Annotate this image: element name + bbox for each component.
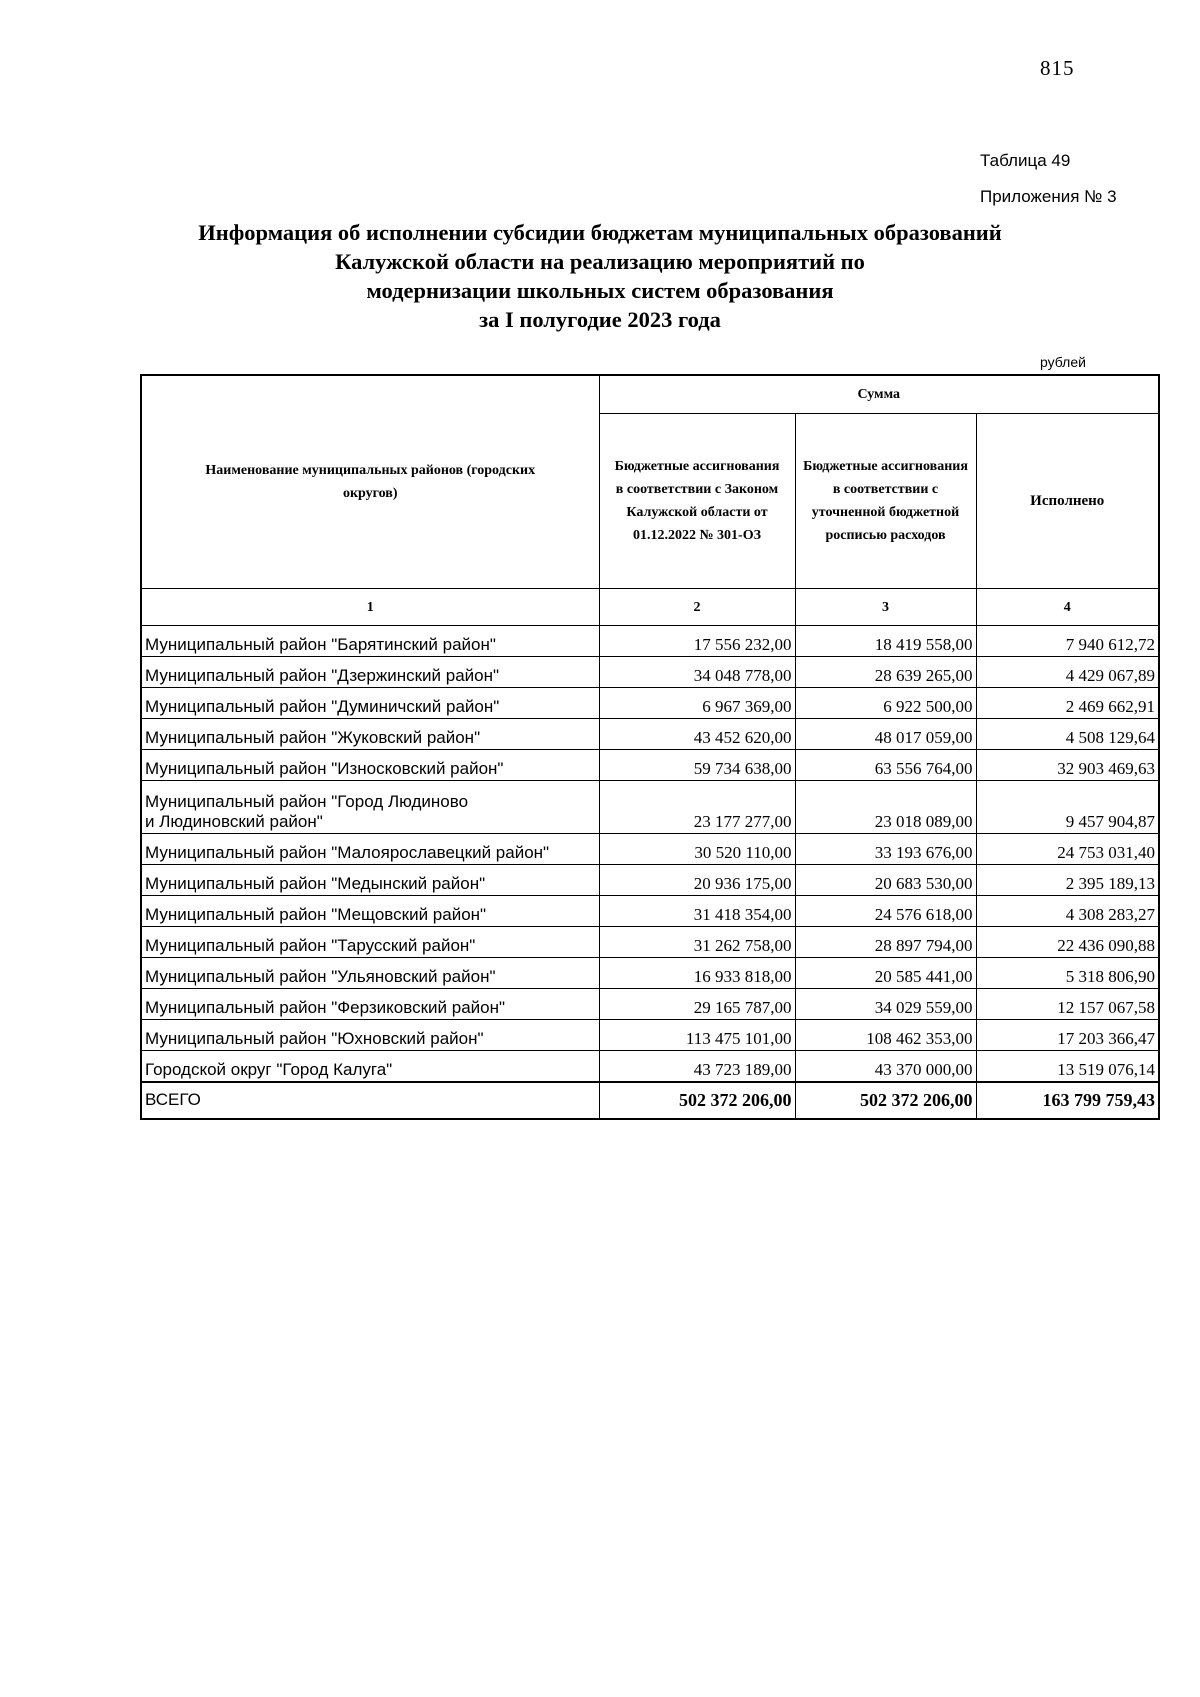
column-number-1: 1 <box>141 589 599 626</box>
adjusted-allocation-value: 18 419 558,00 <box>795 626 976 657</box>
table-row <box>141 688 1159 719</box>
municipality-name: Муниципальный район "Малоярославецкий район" <box>141 834 599 865</box>
law-allocation-value: 16 933 818,00 <box>599 958 795 989</box>
law-allocation-value: 6 967 369,00 <box>599 688 795 719</box>
executed-value: 24 753 031,40 <box>976 834 1159 865</box>
table-row <box>141 896 1159 927</box>
table-row <box>141 657 1159 688</box>
header-executed: Исполнено <box>976 414 1159 589</box>
total-law-allocation: 502 372 206,00 <box>599 1082 795 1119</box>
table-row <box>141 958 1159 989</box>
executed-value: 4 508 129,64 <box>976 719 1159 750</box>
total-label: ВСЕГО <box>141 1082 599 1119</box>
adjusted-allocation-value: 23 018 089,00 <box>795 781 976 834</box>
municipality-name: Муниципальный район "Мещовский район" <box>141 896 599 927</box>
law-allocation-value: 30 520 110,00 <box>599 834 795 865</box>
municipality-name: Городской округ "Город Калуга" <box>141 1051 599 1083</box>
page-number: 815 <box>1040 56 1075 80</box>
title-line-4: за I полугодие 2023 года <box>479 307 721 332</box>
executed-value: 4 429 067,89 <box>976 657 1159 688</box>
executed-value: 7 940 612,72 <box>976 626 1159 657</box>
header-adjusted-allocations: Бюджетные ассигнования в соответствии с уточненной бюджетной росписью расходов <box>795 414 976 589</box>
law-allocation-value: 17 556 232,00 <box>599 626 795 657</box>
municipality-name: Муниципальный район "Ферзиковский район" <box>141 989 599 1020</box>
title-line-1: Информация об исполнении субсидии бюджетам муниципальных образований <box>198 220 1002 245</box>
executed-value: 2 469 662,91 <box>976 688 1159 719</box>
column-number-4: 4 <box>976 589 1159 626</box>
adjusted-allocation-value: 28 639 265,00 <box>795 657 976 688</box>
header-sum: Сумма <box>599 375 1159 414</box>
column-number-3: 3 <box>795 589 976 626</box>
adjusted-allocation-value: 48 017 059,00 <box>795 719 976 750</box>
municipality-name: Муниципальный район "Думиничский район" <box>141 688 599 719</box>
municipality-name: Муниципальный район "Тарусский район" <box>141 927 599 958</box>
table-row <box>141 1051 1159 1083</box>
municipality-name: Муниципальный район "Дзержинский район" <box>141 657 599 688</box>
municipality-name: Муниципальный район "Жуковский район" <box>141 719 599 750</box>
executed-value: 17 203 366,47 <box>976 1020 1159 1051</box>
executed-value: 13 519 076,14 <box>976 1051 1159 1083</box>
law-allocation-value: 20 936 175,00 <box>599 865 795 896</box>
executed-value: 2 395 189,13 <box>976 865 1159 896</box>
subsidy-execution-table <box>140 374 1160 1120</box>
law-allocation-value: 113 475 101,00 <box>599 1020 795 1051</box>
adjusted-allocation-value: 108 462 353,00 <box>795 1020 976 1051</box>
executed-value: 5 318 806,90 <box>976 958 1159 989</box>
adjusted-allocation-value: 28 897 794,00 <box>795 927 976 958</box>
law-allocation-value: 43 723 189,00 <box>599 1051 795 1083</box>
executed-value: 32 903 469,63 <box>976 750 1159 781</box>
total-adjusted-allocation: 502 372 206,00 <box>795 1082 976 1119</box>
law-allocation-value: 34 048 778,00 <box>599 657 795 688</box>
law-allocation-value: 23 177 277,00 <box>599 781 795 834</box>
table-row <box>141 626 1159 657</box>
executed-value: 12 157 067,58 <box>976 989 1159 1020</box>
header-law-allocations: Бюджетные ассигнования в соответствии с Законом Калужской области от 01.12.2022 № 301-ОЗ <box>599 414 795 589</box>
adjusted-allocation-value: 24 576 618,00 <box>795 896 976 927</box>
municipality-name: Муниципальный район "Ульяновский район" <box>141 958 599 989</box>
table-row <box>141 750 1159 781</box>
law-allocation-value: 59 734 638,00 <box>599 750 795 781</box>
table-row <box>141 927 1159 958</box>
adjusted-allocation-value: 6 922 500,00 <box>795 688 976 719</box>
executed-value: 4 308 283,27 <box>976 896 1159 927</box>
executed-value: 22 436 090,88 <box>976 927 1159 958</box>
table-row <box>141 719 1159 750</box>
title-line-3: модернизации школьных систем образования <box>366 278 834 303</box>
total-executed: 163 799 759,43 <box>976 1082 1159 1119</box>
municipality-name: Муниципальный район "Юхновский район" <box>141 1020 599 1051</box>
adjusted-allocation-value: 20 683 530,00 <box>795 865 976 896</box>
municipality-name: Муниципальный район "Барятинский район" <box>141 626 599 657</box>
adjusted-allocation-value: 33 193 676,00 <box>795 834 976 865</box>
header-municipality-name: Наименование муниципальных районов (городских округов) <box>141 375 599 589</box>
table-row <box>141 834 1159 865</box>
municipality-name: Муниципальный район "Город Людиново и Людиновский район" <box>141 781 599 834</box>
municipality-name: Муниципальный район "Износковский район" <box>141 750 599 781</box>
law-allocation-value: 43 452 620,00 <box>599 719 795 750</box>
adjusted-allocation-value: 34 029 559,00 <box>795 989 976 1020</box>
adjusted-allocation-value: 43 370 000,00 <box>795 1051 976 1083</box>
adjusted-allocation-value: 20 585 441,00 <box>795 958 976 989</box>
currency-unit: рублей <box>1040 354 1086 370</box>
document-title <box>150 218 1050 334</box>
total-row <box>141 1082 1159 1119</box>
law-allocation-value: 31 418 354,00 <box>599 896 795 927</box>
table-row <box>141 781 1159 834</box>
municipality-name: Муниципальный район "Медынский район" <box>141 865 599 896</box>
table-row <box>141 989 1159 1020</box>
table-row <box>141 1020 1159 1051</box>
law-allocation-value: 29 165 787,00 <box>599 989 795 1020</box>
adjusted-allocation-value: 63 556 764,00 <box>795 750 976 781</box>
title-line-2: Калужской области на реализацию мероприятий по <box>335 249 865 274</box>
law-allocation-value: 31 262 758,00 <box>599 927 795 958</box>
executed-value: 9 457 904,87 <box>976 781 1159 834</box>
column-number-2: 2 <box>599 589 795 626</box>
table-reference: Таблица 49 <box>980 151 1071 170</box>
table-row <box>141 865 1159 896</box>
appendix-reference: Приложения № 3 <box>980 187 1117 206</box>
